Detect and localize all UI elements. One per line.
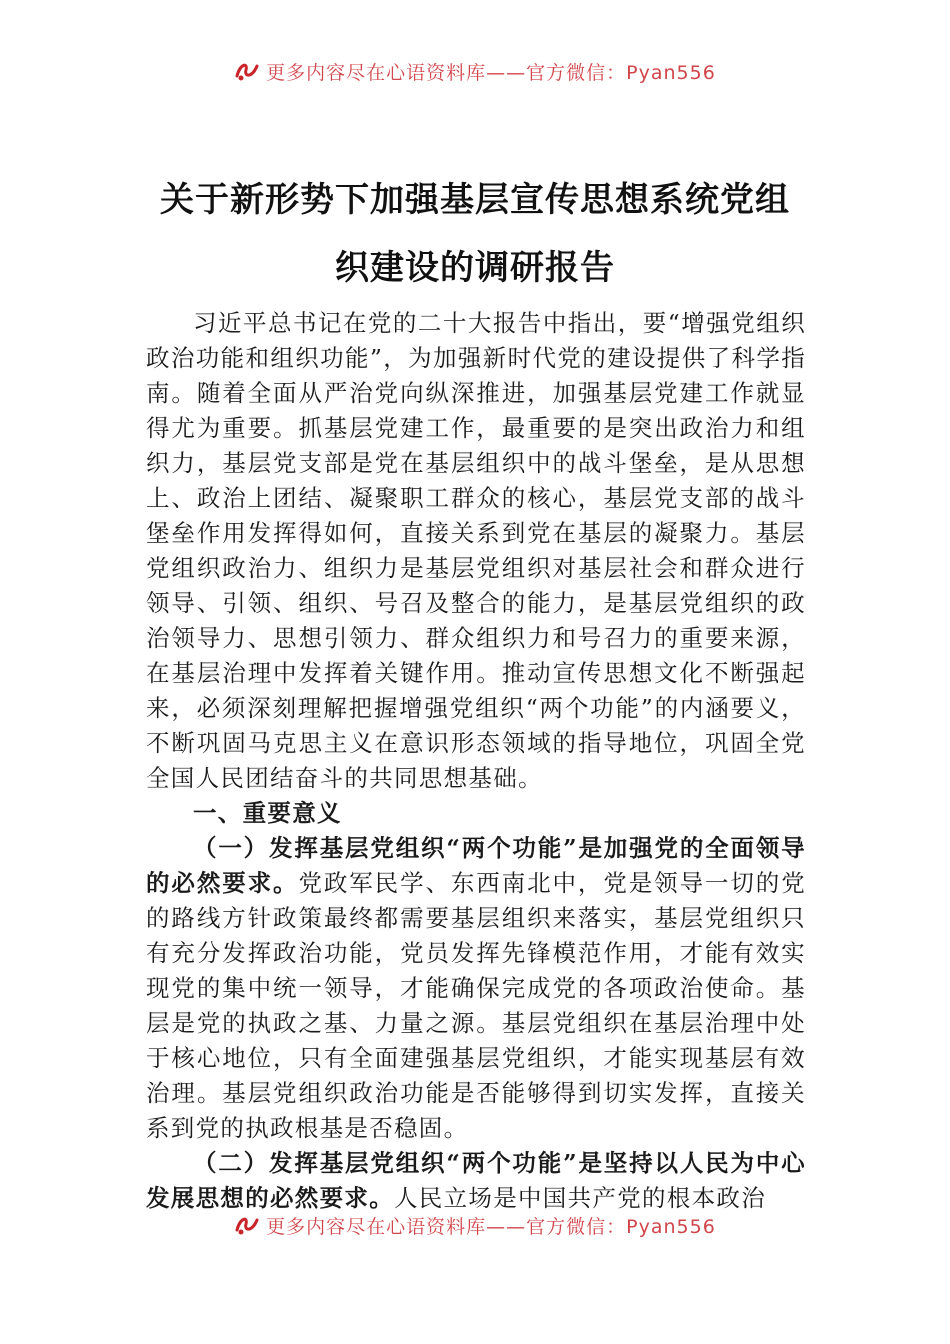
section-heading-1: 一、重要意义 (193, 799, 342, 827)
logo-icon (234, 60, 260, 82)
document-body (146, 306, 806, 1216)
subsection-heading-2: （二）发挥基层党组织“两个功能”是坚持以人民为中心发展思想的必然要求。 (146, 1149, 806, 1212)
logo-icon (234, 1214, 260, 1236)
watermark-text: 更多内容尽在心语资料库——官方微信：Pyan556 (266, 1215, 716, 1238)
watermark-banner-bottom (0, 1208, 950, 1242)
subsection-paragraph-2 (146, 1146, 806, 1216)
watermark-banner-top (0, 54, 950, 88)
subsection-paragraph-1 (146, 831, 806, 1146)
subsection-text-2: 人民立场是中国共产党的根本政治 (394, 1184, 766, 1212)
document-title-line-1: 关于新形势下加强基层宣传思想系统党组 (160, 180, 790, 220)
watermark-text: 更多内容尽在心语资料库——官方微信：Pyan556 (266, 61, 716, 84)
subsection-heading-1: （一）发挥基层党组织“两个功能”是加强党的全面领导的必然要求。 (146, 834, 806, 897)
document-title-line-2: 织建设的调研报告 (335, 248, 615, 288)
intro-paragraph: 习近平总书记在党的二十大报告中指出，要“增强党组织政治功能和组织功能”，为加强新时代党的建设提供了科学指南。随着全面从严治党向纵深推进，加强基层党建工作就显得尤为重要。抓基层党建工作，最重要的是突出政治力和组织力，基层党支部是党在基层组织中的战斗堡垒，是从思想上、政治上团结、凝聚职工群众的核心，基层党支部的战斗堡垒作用发挥得如何，直接关系到党在基层的凝聚力。基层党组织政治力、组织力是基层党组织对基层社会和群众进行领导、引领、组织、号召及整合的能力，是基层党组织的政治领导力、思想引领力、群众组织力和号召力的重要来源，在基层治理中发挥着关键作用。推动宣传思想文化不断强起来，必须深刻理解把握增强党组织“两个功能”的内涵要义，不断巩固马克思主义在意识形态领域的指导地位，巩固全党全国人民团结奋斗的共同思想基础。 (146, 309, 806, 792)
subsection-text-1: 党政军民学、东西南北中，党是领导一切的党的路线方针政策最终都需要基层组织来落实，基层党组织只有充分发挥政治功能，党员发挥先锋模范作用，才能有效实现党的集中统一领导，才能确保完成党的各项政治使命。基层是党的执政之基、力量之源。基层党组织在基层治理中处于核心地位，只有全面建强基层党组织，才能实现基层有效治理。基层党组织政治功能是否能够得到切实发挥，直接关系到党的执政根基是否稳固。 (146, 869, 806, 1142)
